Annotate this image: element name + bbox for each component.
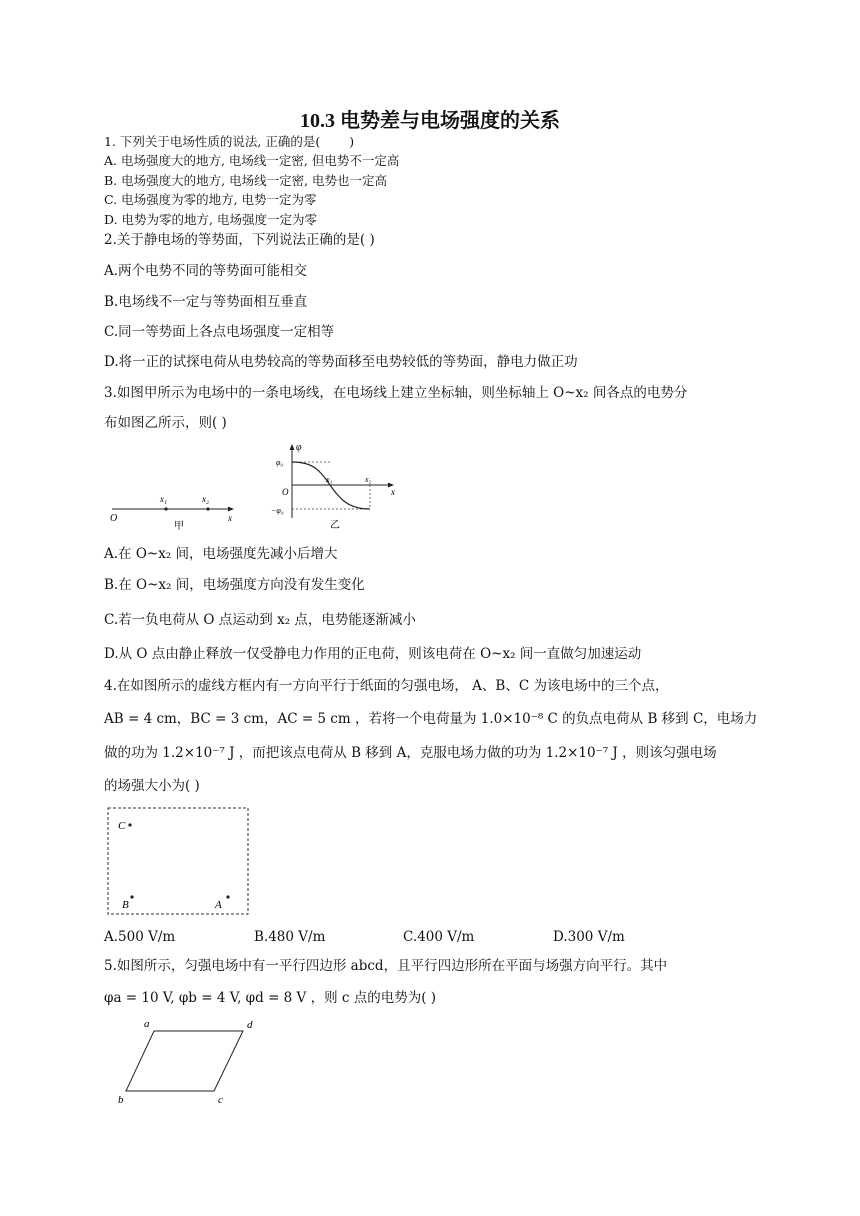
q5-vertex-b-label: b [118, 1094, 124, 1106]
yi-phi-label: φ [296, 442, 302, 453]
yi-neg-phi0-label: −φ₀ [271, 506, 284, 515]
yi-axis-label: x [391, 487, 395, 497]
q2-option-d: D.将一正的试探电荷从电势较高的等势面移至电势较低的等势面，静电力做正功 [104, 354, 578, 370]
q3-figure-jia [104, 485, 244, 530]
q3-stem-line2: 布如图乙所示，则( ) [104, 415, 227, 431]
q1-option-c: C. 电场强度为零的地方, 电势一定为零 [104, 192, 317, 207]
q4-option-b: B.480 V/m [254, 929, 326, 945]
q1-option-d: D. 电势为零的地方, 电场强度一定为零 [104, 212, 317, 227]
q5-line1: 5.如图所示，匀强电场中有一平行四边形 abcd，且平行四边形所在平面与场强方向平行。其中 [104, 958, 668, 974]
q2-stem: 2.关于静电场的等势面，下列说法正确的是( ) [104, 232, 375, 248]
jia-origin-label: O [110, 513, 118, 524]
q3-option-d: D.从 O 点由静止释放一仅受静电力作用的正电荷，则该电荷在 O~x₂ 间一直做匀加速运动 [104, 646, 642, 662]
yi-x2-label: x₂ [365, 475, 372, 484]
q2-option-a: A.两个电势不同的等势面可能相交 [104, 263, 308, 279]
q2-option-c: C.同一等势面上各点电场强度一定相等 [104, 324, 335, 340]
page-title: 10.3 电势差与电场强度的关系 [300, 110, 560, 132]
q4-line2: AB = 4 cm，BC = 3 cm，AC = 5 cm ，若将一个电荷量为 1.0×10⁻⁸ C 的负点电荷从 B 移到 C，电场力 [104, 711, 758, 727]
q3-option-a: A.在 O~x₂ 间，电场强度先减小后增大 [104, 546, 338, 562]
q4-point-a-label: A [215, 899, 222, 911]
yi-phi0-label: φ₀ [276, 458, 284, 467]
jia-x2-label: x₂ [202, 494, 210, 504]
q1-option-a: A. 电场强度大的地方, 电场线一定密, 但电势不一定高 [104, 153, 400, 168]
yi-origin-label: O [282, 487, 289, 497]
q4-line1: 4.在如图所示的虚线方框内有一方向平行于纸面的匀强电场， A、B、C 为该电场中的三个点， [104, 678, 669, 694]
jia-axis-label: x [228, 513, 232, 523]
yi-caption: 乙 [330, 520, 340, 531]
q1-option-b: B. 电场强度大的地方, 电场线一定密, 电势也一定高 [104, 173, 388, 188]
q4-option-d: D.300 V/m [553, 929, 625, 945]
q5-vertex-a-label: a [144, 1018, 150, 1030]
yi-x1-label: x₁ [326, 475, 333, 484]
q4-option-a: A.500 V/m [104, 929, 176, 945]
jia-caption: 甲 [174, 521, 184, 530]
q4-point-b-label: B [122, 899, 129, 911]
q4-line3: 做的功为 1.2×10⁻⁷ J ，而把该点电荷从 B 移到 A，克服电场力做的功为 1.2×10⁻⁷ J ，则该匀强电场 [104, 745, 717, 761]
q5-vertex-c-label: c [218, 1094, 223, 1106]
q3-option-b: B.在 O~x₂ 间，电场强度方向没有发生变化 [104, 577, 365, 593]
q3-figure-yi [270, 438, 405, 533]
jia-x1-label: x₁ [160, 494, 168, 504]
q4-line4: 的场强大小为( ) [104, 778, 200, 794]
q5-figure [110, 1015, 265, 1107]
q4-point-c-label: C [118, 820, 126, 832]
q4-option-c: C.400 V/m [403, 929, 475, 945]
q5-vertex-d-label: d [247, 1019, 253, 1031]
q3-stem-line1: 3.如图甲所示为电场中的一条电场线，在电场线上建立坐标轴，则坐标轴上 O~x₂ 间各点的电势分 [104, 385, 688, 401]
q4-figure [104, 805, 254, 917]
q2-option-b: B.电场线不一定与等势面相互垂直 [104, 294, 308, 310]
q1-stem: 1. 下列关于电场性质的说法, 正确的是( ) [104, 134, 355, 149]
q5-line2: φa = 10 V, φb = 4 V, φd = 8 V ，则 c 点的电势为( ) [104, 990, 437, 1006]
q3-option-c: C.若一负电荷从 O 点运动到 x₂ 点，电势能逐渐减小 [104, 612, 416, 628]
